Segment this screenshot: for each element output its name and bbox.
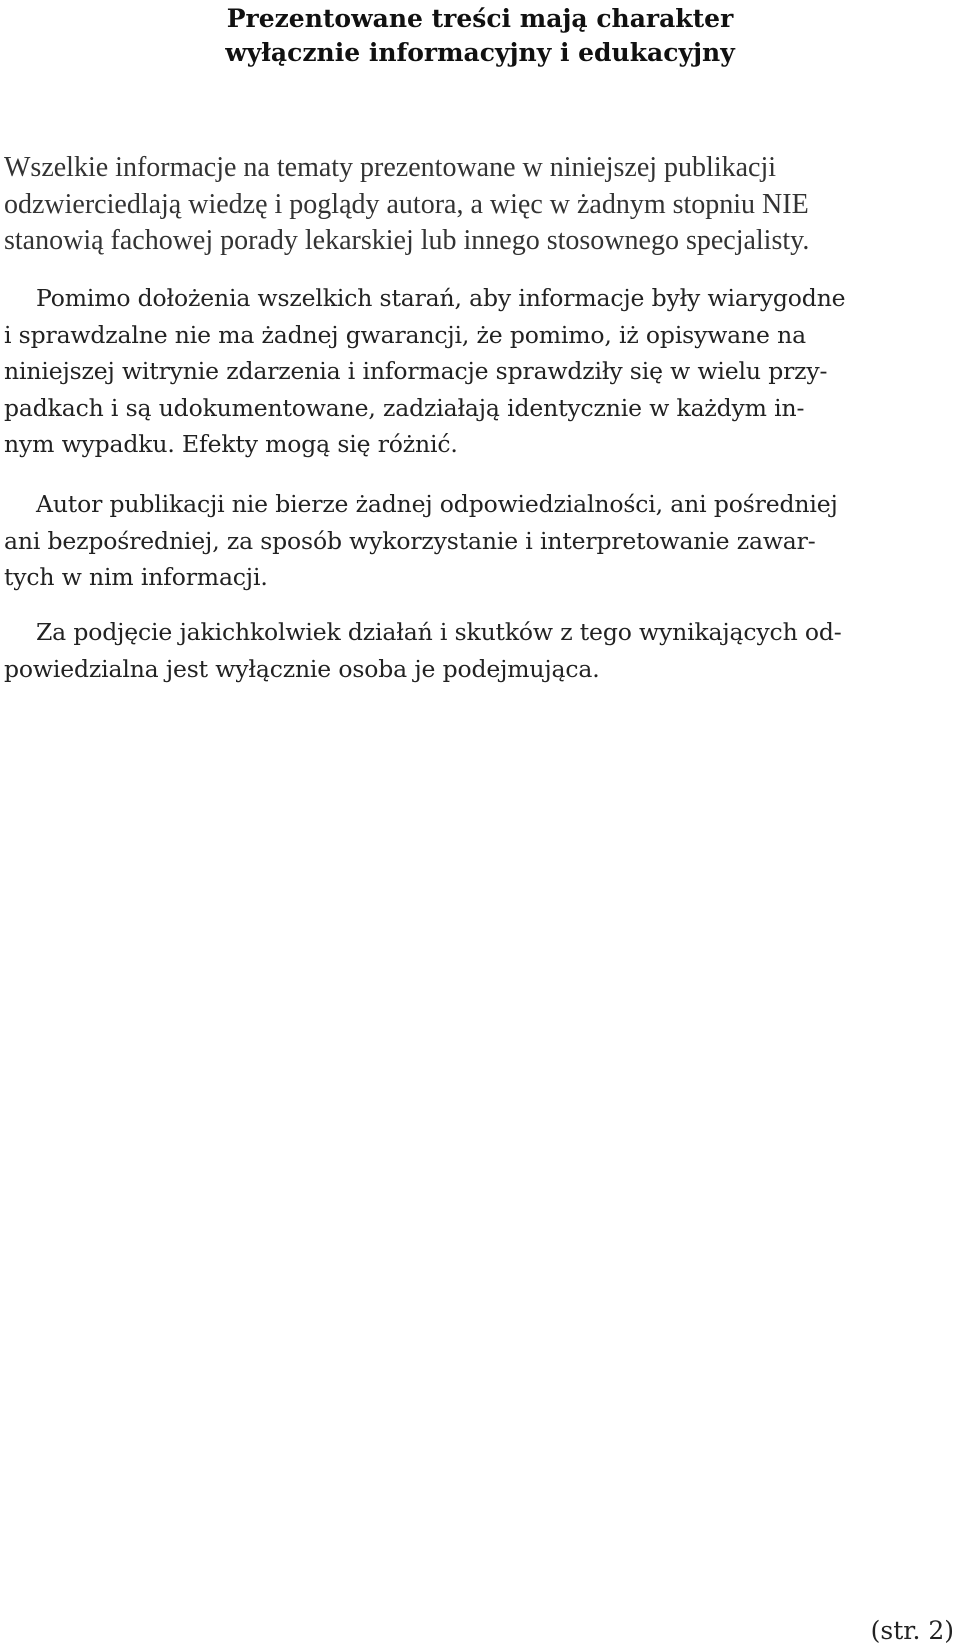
paragraph-line: nym wypadku. Efekty mogą się różnić. [4,430,458,458]
paragraph-line: Za podjęcie jakichkolwiek działań i skutków z tego wynikających od- [36,618,842,646]
paragraph-line: niniejszej witrynie zdarzenia i informacje sprawdziły się w wielu przy- [4,357,828,385]
paragraph-line: Wszelkie informacje na tematy prezentowane w niniejszej publikacji [4,152,777,183]
title-line-2: wyłącznie informacyjny i edukacyjny [225,38,735,67]
paragraph-line: Autor publikacji nie bierze żadnej odpowiedzialności, ani pośredniej [36,490,838,518]
paragraph-line: stanowią fachowej porady lekarskiej lub innego stosownego specjalisty. [4,225,810,256]
paragraph-no-guarantee [4,280,956,463]
paragraph-line: tych w nim informacji. [4,563,268,591]
paragraph-disclaimer-intro [4,150,956,260]
paragraph-no-liability [4,486,956,596]
paragraph-line: padkach i są udokumentowane, zadziałają identycznie w każdym in- [4,393,805,422]
page-title [0,2,960,70]
paragraph-line: ani bezpośredniej, za sposób wykorzystanie i interpretowanie zawar- [4,526,816,555]
page-number: (str. 2) [870,1616,954,1645]
title-line-1: Prezentowane treści mają charakter [226,4,734,33]
paragraph-line: powiedzialna jest wyłącznie osoba je podejmująca. [4,654,600,683]
paragraph-line: i sprawdzalne nie ma żadnej gwarancji, że pomimo, iż opisywane na [4,320,806,349]
paragraph-line: Pomimo dołożenia wszelkich starań, aby informacje były wiarygodne [36,284,846,312]
paragraph-line: odzwierciedlają wiedzę i poglądy autora, a więc w żadnym stopniu NIE [4,188,809,220]
paragraph-responsibility [4,614,956,687]
